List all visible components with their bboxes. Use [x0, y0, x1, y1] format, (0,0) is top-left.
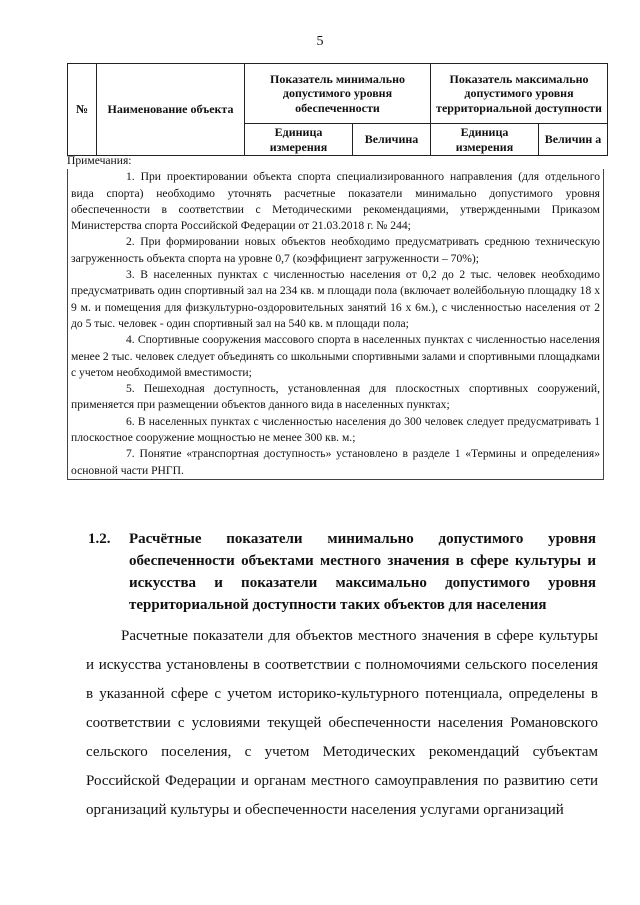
section-title-last: территориальной доступности таких объектов для населения	[129, 597, 547, 613]
note-item: 7. Понятие «транспортная доступность» установлено в разделе 1 «Термины и определения» основной части РНГП.	[71, 447, 600, 477]
note-item: 4. Спортивные сооружения массового спорта в населенных пунктах с численностью населения менее 2 тыс. человек следует объединять со школьными спортивными залами и спортивными площадками с учетом необходимой вместимости;	[71, 333, 600, 379]
col-value2-header: Величин а	[539, 124, 608, 156]
section-number: 1.2.	[88, 531, 111, 547]
col-value-header: Величина	[353, 124, 431, 156]
notes-block	[67, 153, 604, 480]
col-min-level-header: Показатель минимально допустимого уровня обеспеченности	[245, 64, 431, 124]
col-max-access-header: Показатель максимально допустимого уровня территориальной доступности	[431, 64, 608, 124]
norms-table-header	[67, 63, 608, 156]
col-unit2-header: Единица измерения	[431, 124, 539, 156]
note-item: 1. При проектировании объекта спорта специализированного направления (для отдельного вида спорта) необходимо уточнять расчетные показатели минимально допустимого уровня обеспеченности в соответствии с Методическими рекомендациями, утвержденными Приказом Министерства спорта Российской Федерации от 21.03.2018 г. № 244;	[71, 170, 600, 233]
note-item: 3. В населенных пунктах с численностью населения от 0,2 до 2 тыс. человек необходимо предусматривать один спортивный зал на 234 кв. м площади пола (включает волейбольную площадку 18 х 9 м. и помещения для физкультурно-оздоровительных занятий 16 х 6м.), с численностью населения от 2 до 5 тыс. человек - один спортивный зал на 540 кв. м площади пола;	[71, 268, 600, 330]
section-title-main: Расчётные показатели минимально допустимого уровня обеспеченности объектами местного значения в сфере культуры и искусства и показатели максимально допустимого уровня	[129, 531, 596, 591]
page-number: 5	[316, 34, 324, 49]
note-item: 6. В населенных пунктах с численностью населения до 300 человек следует предусматривать 1 плоскостное сооружение мощностью не менее 300 кв. м.;	[71, 414, 600, 445]
section-heading	[88, 528, 596, 616]
body-text-block	[86, 622, 598, 825]
col-unit-header: Единица измерения	[245, 124, 353, 156]
note-item: 2. При формировании новых объектов необходимо предусматривать среднюю техническую загруженность объекта спорта на уровне 0,7 (коэффициент загруженности – 70%);	[71, 235, 600, 265]
note-item: 5. Пешеходная доступность, установленная для плоскостных спортивных сооружений, применяется при размещении объектов данного вида в населенных пунктах;	[71, 382, 600, 412]
notes-label: Примечания:	[67, 154, 132, 167]
col-object-name-header: Наименование объекта	[97, 64, 245, 156]
body-paragraph: Расчетные показатели для объектов местного значения в сфере культуры и искусства установлены в соответствии с полномочиями сельского поселения в указанной сфере с учетом историко-культурного потенциала, определены в соответствии с условиями текущей обеспеченности населения Романовского сельского поселения, с учетом Методических рекомендаций субъектам Российской Федерации и органам местного самоуправления по развитию сети организаций культуры и обеспеченности населения услугами организаций	[86, 628, 598, 818]
notes-box	[67, 169, 604, 480]
col-number-header: №	[68, 64, 97, 156]
section-title	[129, 528, 596, 616]
